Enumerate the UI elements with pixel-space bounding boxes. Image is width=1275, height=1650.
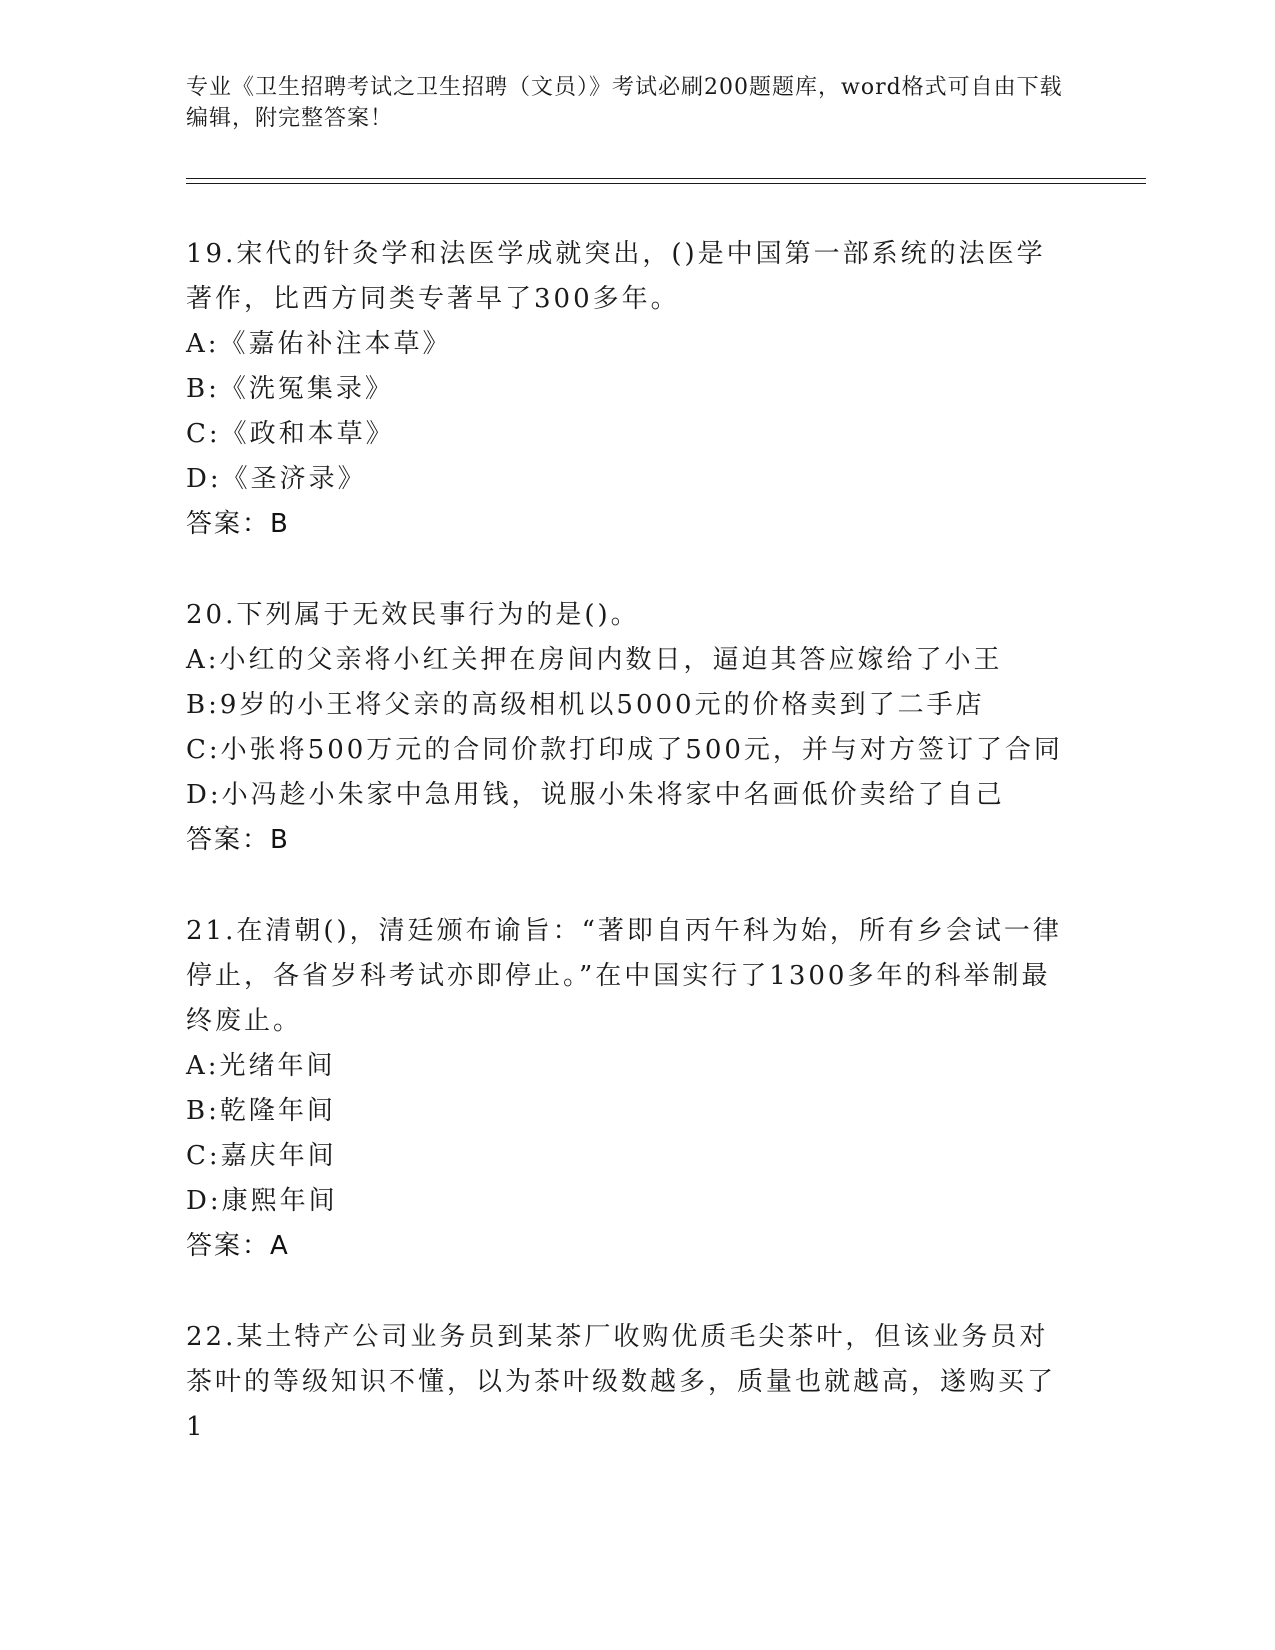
option-a: A:光绪年间 <box>186 1051 336 1081</box>
question-list <box>186 232 1066 1496</box>
header-divider-top <box>186 178 1146 179</box>
header-note: 专业《卫生招聘考试之卫生招聘（文员）》考试必刷200题题库，word格式可自由下载编辑，附完整答案！ <box>186 75 1063 131</box>
question-stem: 21.在清朝()，清廷颁布谕旨：“著即自丙午科为始，所有乡会试一律停止，各省岁科考试亦即停止。”在中国实行了1300多年的科举制最终废止。 <box>186 916 1062 1036</box>
question-stem: 22.某土特产公司业务员到某茶厂收购优质毛尖茶叶，但该业务员对茶叶的等级知识不懂，以为茶叶级数越多，质量也就越高，遂购买了1 <box>186 1322 1057 1442</box>
question-21 <box>186 909 1066 1269</box>
option-c: C:嘉庆年间 <box>186 1141 337 1171</box>
option-b: B:《洗冤集录》 <box>186 374 394 404</box>
option-b: B:9岁的小王将父亲的高级相机以5000元的价格卖到了二手店 <box>186 690 985 720</box>
option-d: D:小冯趁小朱家中急用钱，说服小朱将家中名画低价卖给了自己 <box>186 780 1005 810</box>
question-22 <box>186 1315 1066 1450</box>
answer: 答案：B <box>186 825 290 855</box>
question-stem: 20.下列属于无效民事行为的是()。 <box>186 600 640 630</box>
option-b: B:乾隆年间 <box>186 1096 336 1126</box>
question-19 <box>186 232 1066 547</box>
answer: 答案：A <box>186 1231 290 1261</box>
option-a: A:小红的父亲将小红关押在房间内数日，逼迫其答应嫁给了小王 <box>186 645 1003 675</box>
question-stem: 19.宋代的针灸学和法医学成就突出，()是中国第一部系统的法医学著作，比西方同类专著早了300多年。 <box>186 239 1046 314</box>
option-c: C:《政和本草》 <box>186 419 395 449</box>
header-divider-bottom <box>186 183 1146 184</box>
option-a: A:《嘉佑补注本草》 <box>186 329 452 359</box>
option-c: C:小张将500万元的合同价款打印成了500元，并与对方签订了合同 <box>186 735 1063 765</box>
question-20 <box>186 593 1066 863</box>
answer: 答案：B <box>186 509 290 539</box>
option-d: D:康熙年间 <box>186 1186 338 1216</box>
option-d: D:《圣济录》 <box>186 464 367 494</box>
